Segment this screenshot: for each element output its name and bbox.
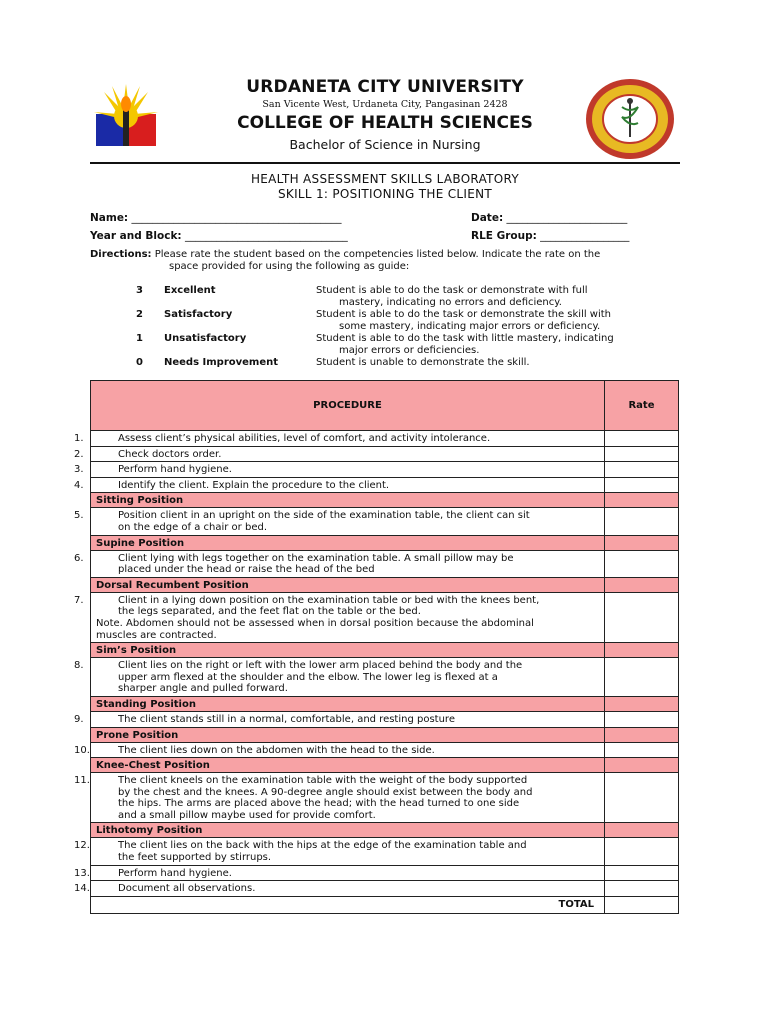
rate-cell[interactable]	[605, 838, 679, 865]
table-row	[91, 550, 679, 577]
date-label: Date:	[471, 212, 504, 224]
rate-cell[interactable]	[605, 446, 679, 462]
scale-desc-line: Student is unable to demonstrate the skill.	[316, 357, 530, 368]
section-row	[91, 727, 679, 742]
step-text-line: Client lies on the right or left with the lower arm placed behind the body and the	[118, 660, 523, 672]
scale-row	[132, 357, 682, 381]
rate-cell[interactable]	[605, 550, 679, 577]
scale-desc-line: major errors or deficiencies.	[339, 344, 480, 356]
section-row	[91, 823, 679, 838]
total-row	[91, 896, 679, 913]
step-text-line: Client in a lying down position on the examination table or bed with the knees bent,	[118, 594, 540, 606]
procedure-step	[74, 462, 605, 478]
section-label: Prone Position	[91, 727, 605, 742]
university-address: San Vicente West, Urdaneta City, Pangasinan 2428	[262, 99, 508, 110]
directions-text-1: Please rate the student based on the competencies listed below. Indicate the rate on the	[151, 249, 601, 260]
section-label: Supine Position	[91, 535, 605, 550]
scale-desc-line: Student is able to do the task or demonstrate the skill with	[316, 309, 612, 320]
procedure-step	[74, 865, 605, 881]
scale-desc-line: some mastery, indicating major errors or deficiency.	[339, 320, 601, 332]
section-row	[91, 758, 679, 773]
scale-label: Needs Improvement	[164, 357, 279, 368]
total-rate-cell[interactable]	[605, 896, 679, 913]
step-text-line: on the edge of a chair or bed.	[118, 521, 267, 533]
rle-group-blank[interactable]: _________________	[540, 230, 630, 242]
rate-cell[interactable]	[605, 711, 679, 727]
step-text-line: sharper angle and pulled forward.	[118, 683, 288, 695]
section-rate-cell	[605, 727, 679, 742]
table-row	[91, 742, 679, 758]
step-text-line: and a small pillow maybe used for provide comfort.	[118, 809, 376, 821]
step-text-line: the hips. The arms are placed above the head; with the head turned to one side	[118, 798, 520, 810]
procedure-step	[74, 773, 605, 823]
section-row	[91, 535, 679, 550]
section-row	[91, 643, 679, 658]
rate-cell[interactable]	[605, 742, 679, 758]
rate-cell[interactable]	[605, 592, 679, 642]
section-row	[91, 577, 679, 592]
college-name: COLLEGE OF HEALTH SCIENCES	[237, 113, 533, 133]
scale-label: Satisfactory	[164, 309, 233, 320]
university-name: URDANETA CITY UNIVERSITY	[246, 77, 524, 97]
step-number: 6.	[74, 552, 84, 564]
procedure-step	[74, 711, 605, 727]
step-number: 9.	[74, 713, 84, 725]
directions-text-2: space provided for using the following as guide:	[169, 261, 410, 272]
section-label: Lithotomy Position	[91, 823, 605, 838]
step-text-line: Client lying with legs together on the examination table. A small pillow may be	[118, 552, 514, 564]
section-label: Dorsal Recumbent Position	[91, 577, 605, 592]
scale-desc-line: mastery, indicating no errors and deficiency.	[339, 296, 562, 308]
name-field[interactable]	[90, 212, 341, 224]
step-text-line: The client lies on the back with the hips at the edge of the examination table and	[118, 840, 527, 852]
section-row	[91, 696, 679, 711]
form-subtitle: SKILL 1: POSITIONING THE CLIENT	[277, 187, 492, 201]
procedure-step	[74, 446, 605, 462]
procedure-step	[74, 592, 605, 642]
scale-row	[132, 285, 682, 309]
table-row	[91, 592, 679, 642]
procedure-step	[74, 658, 605, 697]
scale-number: 0	[136, 357, 143, 368]
form-title: HEALTH ASSESSMENT SKILLS LABORATORY	[250, 172, 520, 186]
scale-label: Excellent	[164, 285, 216, 296]
table-row	[91, 865, 679, 881]
step-text-line: Check doctors order.	[118, 448, 222, 460]
scale-number: 2	[136, 309, 143, 320]
step-text-line: The client stands still in a normal, comfortable, and resting posture	[118, 713, 455, 725]
rate-cell[interactable]	[605, 773, 679, 823]
year-block-label: Year and Block:	[90, 230, 182, 242]
name-label: Name:	[90, 212, 129, 224]
total-label: TOTAL	[91, 896, 605, 913]
scale-label: Unsatisfactory	[164, 333, 247, 344]
rate-cell[interactable]	[605, 462, 679, 478]
year-block-blank[interactable]: _______________________________	[184, 230, 348, 242]
step-text-line: upper arm flexed at the shoulder and the elbow. The lower leg is flexed at a	[118, 671, 498, 683]
scale-number: 1	[136, 333, 143, 344]
section-rate-cell	[605, 758, 679, 773]
step-text-line: The client kneels on the examination table with the weight of the body supported	[118, 775, 528, 787]
date-field[interactable]	[471, 212, 627, 224]
rate-cell[interactable]	[605, 881, 679, 897]
table-row	[91, 711, 679, 727]
rate-cell[interactable]	[605, 865, 679, 881]
year-block-field[interactable]	[90, 230, 348, 242]
table-row	[91, 838, 679, 865]
step-text-line: Position client in an upright on the side of the examination table, the client can sit	[118, 510, 530, 522]
section-rate-cell	[605, 823, 679, 838]
section-label: Standing Position	[91, 696, 605, 711]
procedure-step	[74, 477, 605, 493]
step-text-line: the legs separated, and the feet flat on the table or the bed.	[118, 606, 421, 618]
program-name: Bachelor of Science in Nursing	[289, 137, 481, 152]
step-text-line: Assess client’s physical abilities, level of comfort, and activity intolerance.	[118, 433, 491, 444]
section-label: Knee-Chest Position	[91, 758, 605, 773]
section-rate-cell	[605, 535, 679, 550]
section-rate-cell	[605, 643, 679, 658]
scale-row	[132, 309, 682, 333]
header-divider	[90, 162, 680, 164]
university-seal-icon	[584, 77, 676, 161]
step-number: 13.	[74, 867, 90, 879]
step-number: 4.	[74, 479, 84, 491]
step-number: 5.	[74, 510, 84, 522]
step-text-line: the feet supported by stirrups.	[118, 852, 272, 864]
step-number: 7.	[74, 594, 84, 606]
step-number: 11.	[74, 775, 90, 787]
step-text-line: The client lies down on the abdomen with the head to the side.	[118, 744, 435, 756]
rating-scale	[132, 285, 682, 381]
step-number: 3.	[74, 464, 84, 476]
section-row	[91, 493, 679, 508]
procedure-step	[74, 508, 605, 535]
step-text-line: Perform hand hygiene.	[118, 464, 232, 476]
step-number: 1.	[74, 433, 84, 444]
procedure-table-body	[74, 431, 679, 897]
step-text-line: by the chest and the knees. A 90-degree angle should exist between the body and	[118, 786, 533, 798]
table-row	[91, 446, 679, 462]
procedure-step	[74, 550, 605, 577]
section-rate-cell	[605, 696, 679, 711]
scale-description	[316, 285, 676, 308]
table-header-row	[91, 381, 679, 431]
step-text-line: Identify the client. Explain the procedure to the client.	[118, 479, 390, 491]
rate-cell[interactable]	[605, 477, 679, 493]
rate-cell[interactable]	[605, 431, 679, 447]
table-row	[91, 462, 679, 478]
scale-number: 3	[136, 285, 143, 296]
directions-label: Directions:	[90, 249, 152, 260]
step-text-line: Document all observations.	[118, 883, 256, 895]
step-text-line: Perform hand hygiene.	[118, 867, 232, 879]
procedure-step	[74, 838, 605, 865]
rate-cell[interactable]	[605, 508, 679, 535]
name-blank[interactable]: ________________________________________	[131, 212, 342, 224]
step-note-line: muscles are contracted.	[96, 629, 217, 641]
scale-description	[316, 309, 676, 332]
step-number: 2.	[74, 448, 84, 460]
table-row	[91, 508, 679, 535]
step-note-line: Note. Abdomen should not be assessed when in dorsal position because the abdominal	[96, 617, 534, 629]
scale-desc-line: Student is able to do the task with little mastery, indicating	[316, 333, 614, 344]
scale-description	[316, 357, 676, 369]
table-row	[91, 431, 679, 447]
table-row	[91, 658, 679, 697]
scale-desc-line: Student is able to do the task or demonstrate with full	[316, 285, 588, 296]
rate-header: Rate	[605, 381, 679, 431]
rate-cell[interactable]	[605, 658, 679, 697]
table-row	[91, 773, 679, 823]
table-row	[91, 477, 679, 493]
procedure-header: PROCEDURE	[91, 381, 605, 431]
directions	[90, 249, 680, 273]
scale-description	[316, 333, 676, 356]
scale-row	[132, 333, 682, 357]
step-text-line: placed under the head or raise the head of the bed	[118, 564, 375, 576]
section-label: Sim’s Position	[91, 643, 605, 658]
step-number: 12.	[74, 840, 90, 852]
procedure-table	[74, 380, 679, 914]
date-blank[interactable]: _______________________	[506, 212, 628, 224]
section-rate-cell	[605, 577, 679, 592]
rle-group-field[interactable]	[471, 230, 629, 242]
table-row	[91, 881, 679, 897]
section-rate-cell	[605, 493, 679, 508]
rle-group-label: RLE Group:	[471, 230, 537, 242]
procedure-step	[74, 742, 605, 758]
section-label: Sitting Position	[91, 493, 605, 508]
letterhead	[90, 70, 680, 165]
procedure-step	[74, 431, 605, 447]
step-number: 8.	[74, 660, 84, 672]
procedure-step	[74, 881, 605, 897]
step-number: 10.	[74, 744, 90, 756]
step-number: 14.	[74, 883, 90, 895]
